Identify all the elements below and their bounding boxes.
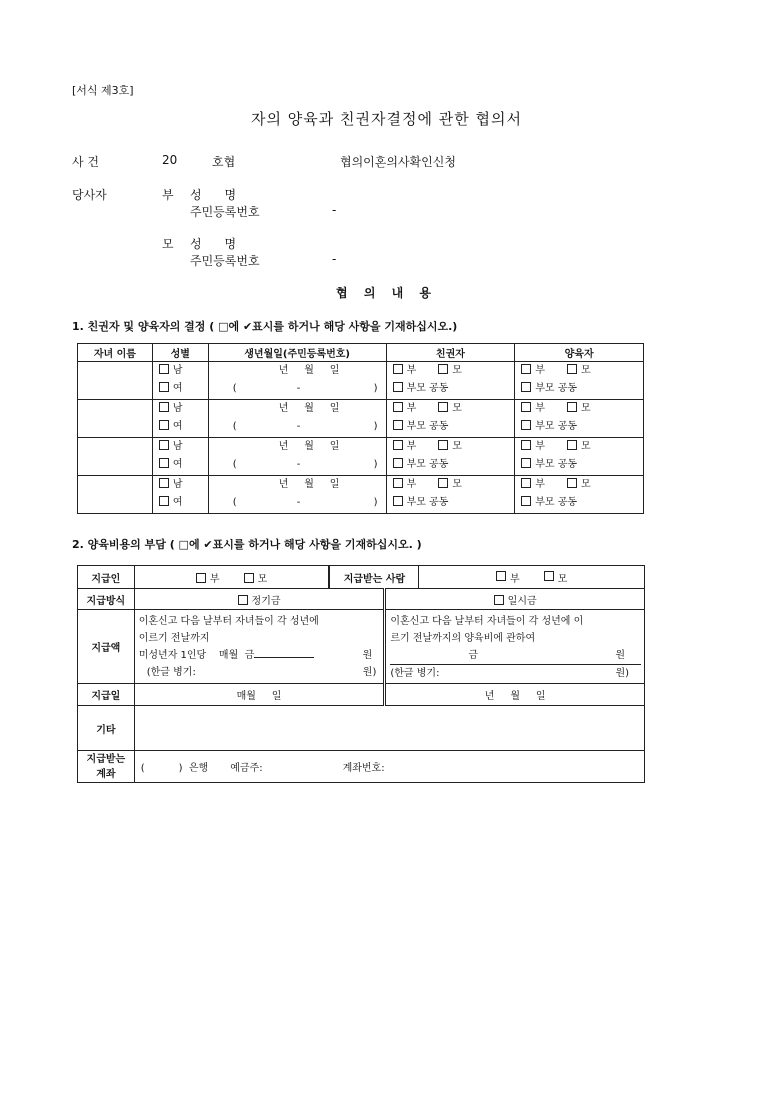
lump-date-field[interactable]: 년 월 일 bbox=[385, 684, 645, 706]
lump-korean-line: (한글 병기: 원) bbox=[390, 664, 641, 682]
child-name-cell[interactable] bbox=[78, 400, 153, 438]
custodian-options[interactable]: 부 모 bbox=[387, 438, 515, 456]
checkbox-icon[interactable] bbox=[438, 364, 448, 374]
checkbox-icon[interactable] bbox=[521, 458, 531, 468]
account-label: 지급받는 계좌 bbox=[78, 751, 135, 783]
table-row bbox=[78, 400, 644, 438]
id-number-field[interactable]: ( - ) bbox=[232, 383, 378, 394]
checkbox-icon[interactable] bbox=[567, 478, 577, 488]
checkbox-icon[interactable] bbox=[393, 402, 403, 412]
custodian-joint-option[interactable]: 부모 공동 bbox=[387, 418, 515, 436]
caregiver-options[interactable]: 부 모 bbox=[515, 362, 643, 380]
payee-options[interactable]: 부 모 bbox=[419, 566, 644, 588]
lump-amount-cell[interactable] bbox=[385, 610, 645, 684]
checkbox-icon[interactable] bbox=[393, 364, 403, 374]
payee-label: 지급받는 사람 bbox=[329, 566, 419, 588]
checkbox-icon[interactable] bbox=[159, 364, 169, 374]
page-title: 자의 양육과 친권자결정에 관한 협의서 bbox=[251, 110, 522, 128]
support-table bbox=[77, 565, 645, 783]
table-row bbox=[78, 476, 644, 514]
gender-male-option[interactable]: 남 bbox=[153, 362, 208, 380]
case-type: 협의이혼의사확인신청 bbox=[340, 155, 456, 169]
birthdate-field[interactable]: 년 월 일 bbox=[278, 479, 340, 490]
mother-name-label: 성 명 bbox=[190, 237, 237, 251]
payer-label: 지급인 bbox=[78, 566, 135, 589]
checkbox-icon[interactable] bbox=[159, 496, 169, 506]
checkbox-icon[interactable] bbox=[159, 478, 169, 488]
checkbox-icon[interactable] bbox=[521, 496, 531, 506]
col-caregiver: 양육자 bbox=[515, 344, 644, 362]
id-number-field[interactable]: ( - ) bbox=[232, 459, 378, 470]
amount-row bbox=[78, 610, 645, 684]
etc-label: 기타 bbox=[78, 706, 135, 751]
col-custodian: 친권자 bbox=[386, 344, 515, 362]
checkbox-icon[interactable] bbox=[393, 496, 403, 506]
child-name-cell[interactable] bbox=[78, 362, 153, 400]
case-number-label: 호협 bbox=[212, 155, 236, 169]
gender-male-option[interactable]: 남 bbox=[153, 438, 208, 456]
child-name-cell[interactable] bbox=[78, 438, 153, 476]
father-id-label: 주민등록번호 bbox=[190, 205, 260, 219]
custodian-options[interactable]: 부 모 bbox=[387, 476, 515, 494]
case-label: 사 건 bbox=[72, 155, 99, 169]
lump-text-1: 이혼신고 다음 날부터 자녀들이 각 성년에 이 bbox=[390, 616, 584, 627]
checkbox-icon[interactable] bbox=[521, 402, 531, 412]
lump-sum-option[interactable]: 일시금 bbox=[385, 589, 645, 610]
checkbox-icon[interactable] bbox=[196, 573, 206, 583]
birthdate-field[interactable]: 년 월 일 bbox=[278, 365, 340, 376]
table-row bbox=[78, 362, 644, 400]
section1-heading: 1. 친권자 및 양육자의 결정 ( □에 ✔표시를 하거나 해당 사항을 기재하십시오.) bbox=[72, 320, 458, 333]
checkbox-icon[interactable] bbox=[159, 420, 169, 430]
date-label: 지급일 bbox=[78, 684, 135, 706]
mother-id-dash: - bbox=[332, 252, 337, 266]
father-id-dash: - bbox=[332, 203, 337, 217]
checkbox-icon[interactable] bbox=[244, 573, 254, 583]
monthly-date-field[interactable]: 매월 일 bbox=[134, 684, 385, 706]
checkbox-icon[interactable] bbox=[494, 595, 504, 605]
birthdate-field[interactable]: 년 월 일 bbox=[278, 403, 340, 414]
checkbox-icon[interactable] bbox=[521, 382, 531, 392]
regular-text-1: 이혼신고 다음 날부터 자녀들이 각 성년에 bbox=[138, 616, 319, 627]
caregiver-options[interactable]: 부 모 bbox=[515, 476, 643, 494]
checkbox-icon[interactable] bbox=[159, 458, 169, 468]
caregiver-joint-option[interactable]: 부모 공동 bbox=[515, 456, 643, 474]
checkbox-icon[interactable] bbox=[544, 571, 554, 581]
mother-id-label: 주민등록번호 bbox=[190, 254, 260, 268]
checkbox-icon[interactable] bbox=[438, 478, 448, 488]
checkbox-icon[interactable] bbox=[521, 478, 531, 488]
custodian-options[interactable]: 부 모 bbox=[387, 400, 515, 418]
checkbox-icon[interactable] bbox=[567, 364, 577, 374]
payer-options[interactable]: 부 모 bbox=[134, 566, 329, 589]
agreement-heading: 협 의 내 용 bbox=[336, 286, 437, 300]
form-number: [서식 제3호] bbox=[72, 84, 134, 97]
checkbox-icon[interactable] bbox=[238, 595, 248, 605]
payee-cell bbox=[329, 566, 645, 589]
regular-amount-cell[interactable] bbox=[134, 610, 385, 684]
payer-row bbox=[78, 566, 645, 589]
regular-option[interactable]: 정기금 bbox=[134, 589, 385, 610]
regular-amount-line: 미성년자 1인당 매월 금 원 bbox=[139, 647, 381, 664]
regular-korean-line: (한글 병기: 원) bbox=[146, 667, 377, 678]
checkbox-icon[interactable] bbox=[496, 571, 506, 581]
caregiver-joint-option[interactable]: 부모 공동 bbox=[515, 418, 643, 436]
col-birthdate: 생년월일(주민등록번호) bbox=[208, 344, 386, 362]
checkbox-icon[interactable] bbox=[159, 440, 169, 450]
gender-female-option[interactable]: 여 bbox=[153, 418, 208, 436]
custodian-joint-option[interactable]: 부모 공동 bbox=[387, 456, 515, 474]
gender-female-option[interactable]: 여 bbox=[153, 380, 208, 398]
gender-male-option[interactable]: 남 bbox=[153, 400, 208, 418]
lump-amount-line: 금 원 bbox=[468, 650, 625, 661]
gender-female-option[interactable]: 여 bbox=[153, 456, 208, 474]
checkbox-icon[interactable] bbox=[567, 402, 577, 412]
method-label: 지급방식 bbox=[78, 589, 135, 610]
table-row bbox=[78, 438, 644, 476]
child-name-cell[interactable] bbox=[78, 476, 153, 514]
lump-text-2: 르기 전날까지의 양육비에 관하여 bbox=[390, 633, 536, 644]
checkbox-icon[interactable] bbox=[521, 440, 531, 450]
gender-female-option[interactable]: 여 bbox=[153, 494, 208, 512]
checkbox-icon[interactable] bbox=[521, 420, 531, 430]
id-number-field[interactable]: ( - ) bbox=[232, 421, 378, 432]
caregiver-joint-option[interactable]: 부모 공동 bbox=[515, 494, 643, 512]
checkbox-icon[interactable] bbox=[393, 420, 403, 430]
custody-table bbox=[77, 343, 644, 514]
checkbox-icon[interactable] bbox=[438, 402, 448, 412]
regular-text-2: 이르기 전날까지 bbox=[138, 633, 210, 644]
method-row bbox=[78, 589, 645, 610]
custody-header-row bbox=[78, 344, 644, 362]
amount-label: 지급액 bbox=[78, 610, 135, 684]
col-gender: 성별 bbox=[152, 344, 208, 362]
id-number-field[interactable]: ( - ) bbox=[232, 497, 378, 508]
account-row bbox=[78, 751, 645, 783]
date-row bbox=[78, 684, 645, 706]
col-child-name: 자녀 이름 bbox=[78, 344, 153, 362]
case-year: 20 bbox=[162, 153, 178, 167]
custodian-joint-option[interactable]: 부모 공동 bbox=[387, 494, 515, 512]
checkbox-icon[interactable] bbox=[159, 402, 169, 412]
checkbox-icon[interactable] bbox=[393, 458, 403, 468]
checkbox-icon[interactable] bbox=[393, 478, 403, 488]
checkbox-icon[interactable] bbox=[393, 440, 403, 450]
checkbox-icon[interactable] bbox=[438, 440, 448, 450]
checkbox-icon[interactable] bbox=[521, 364, 531, 374]
custodian-options[interactable]: 부 모 bbox=[387, 362, 515, 380]
etc-row bbox=[78, 706, 645, 751]
section2-heading: 2. 양육비용의 부담 ( □에 ✔표시를 하거나 해당 사항을 기재하십시오. ) bbox=[72, 538, 422, 551]
gender-male-option[interactable]: 남 bbox=[153, 476, 208, 494]
custodian-joint-option[interactable]: 부모 공동 bbox=[387, 380, 515, 398]
father-role: 부 bbox=[162, 188, 174, 202]
mother-role: 모 bbox=[162, 237, 174, 251]
caregiver-joint-option[interactable]: 부모 공동 bbox=[515, 380, 643, 398]
checkbox-icon[interactable] bbox=[393, 382, 403, 392]
caregiver-options[interactable]: 부 모 bbox=[515, 400, 643, 418]
parties-label: 당사자 bbox=[72, 188, 107, 202]
checkbox-icon[interactable] bbox=[159, 382, 169, 392]
caregiver-options[interactable]: 부 모 bbox=[515, 438, 643, 456]
account-field[interactable]: ( ) 은행 예금주: 계좌번호: bbox=[134, 751, 644, 783]
father-name-label: 성 명 bbox=[190, 188, 237, 202]
birthdate-field[interactable]: 년 월 일 bbox=[278, 441, 340, 452]
checkbox-icon[interactable] bbox=[567, 440, 577, 450]
etc-field[interactable] bbox=[134, 706, 644, 751]
